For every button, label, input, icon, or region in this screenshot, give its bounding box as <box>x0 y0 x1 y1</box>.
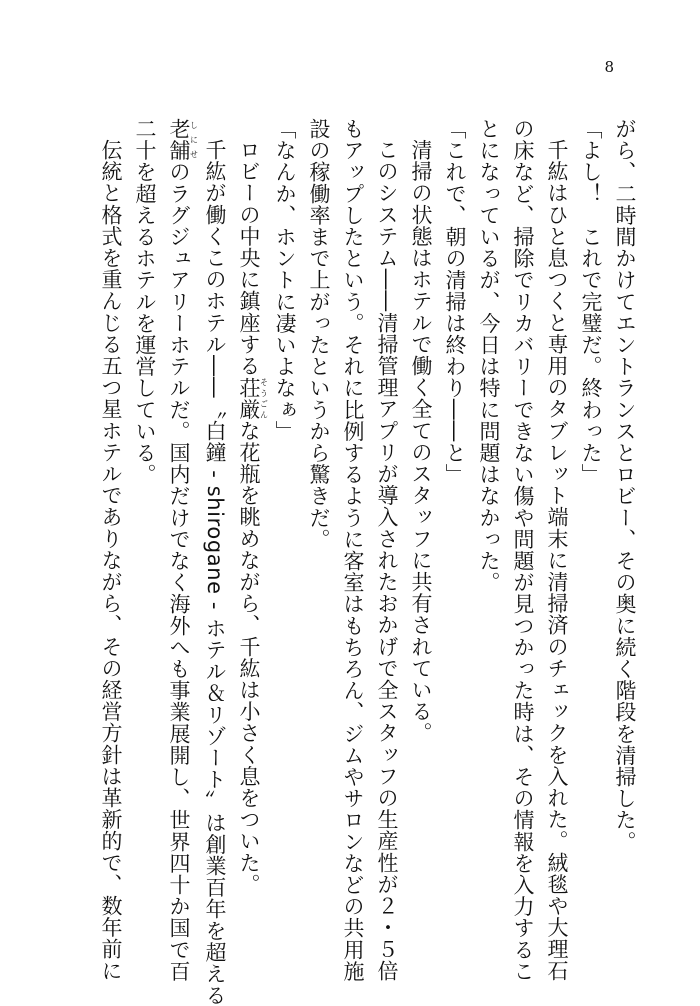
text-line: 伝統と格式を重んじる五つ星ホテルでありながら、その経営方針は革新的で、数年前に <box>99 139 123 982</box>
novel-text <box>94 118 642 1006</box>
dialogue-line: 「なんか、ホントに凄いよなぁ」 <box>273 118 297 442</box>
text-line: とになっているが、今日は特に問題はなかった。 <box>477 118 501 594</box>
text-segment: のラグジュアリーホテルだ。国内だけでなく海外へも事業展開し、世界四十か国で百 <box>167 161 191 983</box>
text-segment: な花瓶を眺めながら、千紘は小さく息をついた。 <box>237 419 261 896</box>
text-line <box>162 118 199 983</box>
text-line: 二十を超えるホテルを運営している。 <box>133 118 157 486</box>
ruby-reading: しにせ <box>189 118 199 162</box>
text-line <box>232 118 268 953</box>
text-segment: ロビーの中央に鎮座する <box>237 139 261 377</box>
text-line: 清掃の状態はホテルで働く全てのスタッフに共有されている。 <box>409 139 433 744</box>
dialogue-line: 「これで、朝の清掃は終わり――と」 <box>443 118 467 486</box>
ruby-word <box>237 376 269 420</box>
ruby-word <box>167 118 199 162</box>
dialogue-line: 「よし！ これで完璧だ。終わった」 <box>579 118 603 486</box>
text-line: 千紘はひと息つくと専用のタブレット端末に清掃済のチェックを入れた。絨毯や大理石 <box>545 139 569 982</box>
text-line: 千紘が働くこのホテル――〝白鐘 - shirogane - ホテル＆リゾート〟は創業百年を超える <box>203 139 227 1006</box>
ruby-reading: そうごん <box>259 376 269 420</box>
text-line: の床など、掃除でリカバリーできない傷や問題が見つかった時は、その情報を入力するこ <box>511 118 535 982</box>
ruby-base: 荘厳 <box>237 376 261 420</box>
ruby-base: 老舗 <box>167 118 191 162</box>
text-line: このシステム――清掃管理アプリが導入されたおかげで全スタッフの生産性が２・５倍 <box>375 139 399 982</box>
page-number: 8 <box>604 58 614 76</box>
text-line: がら、二時間かけてエントランスとロビー、その奥に続く階段を清掃した。 <box>613 118 637 853</box>
text-line: 設の稼働率まで上がったというから驚きだ。 <box>307 118 331 550</box>
text-line: もアップしたという。それに比例するように客室はもちろん、ジムやサロンなどの共用施 <box>341 118 365 982</box>
